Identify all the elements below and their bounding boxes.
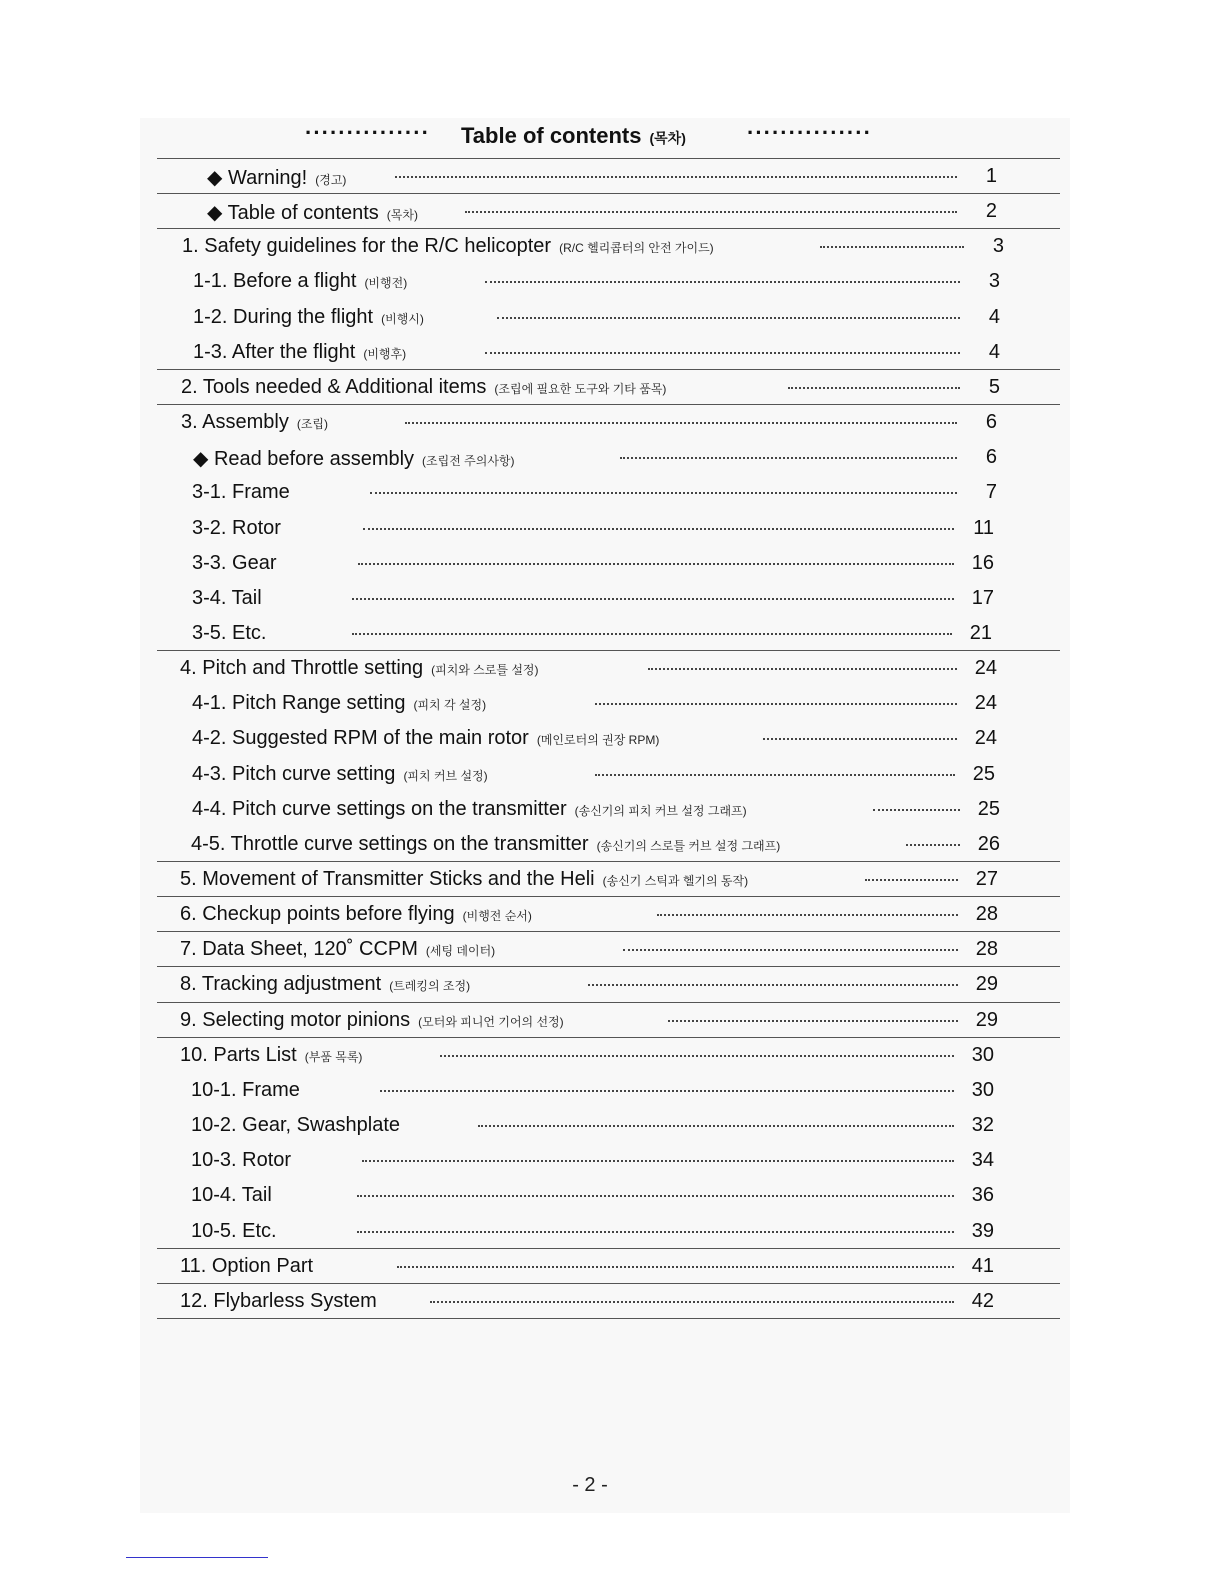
title-korean: (목차) (649, 130, 686, 146)
toc-entry (0, 721, 1225, 756)
toc-entry (0, 862, 1225, 897)
toc-entry-label (193, 341, 406, 364)
toc-entry-label (192, 552, 276, 575)
toc-entry-page: 28 (975, 903, 998, 926)
dot-leader (352, 598, 954, 600)
toc-entry-page: 41 (971, 1254, 994, 1277)
toc-entry-label (180, 1044, 362, 1067)
header-dots-right: ··············· (747, 120, 872, 145)
toc-entry-title: 10-2. Gear, Swashplate (191, 1114, 401, 1137)
toc-entry-korean: (비행후) (363, 346, 407, 361)
dot-leader (357, 1195, 954, 1197)
toc-entry (0, 229, 1225, 264)
toc-entry (0, 511, 1225, 546)
dot-leader (478, 1125, 954, 1127)
toc-entry-page: 17 (971, 586, 994, 609)
dot-leader (352, 633, 952, 635)
toc-entry-label (192, 587, 262, 610)
toc-entry (0, 1108, 1225, 1143)
dot-leader (763, 738, 957, 740)
toc-entry-title: ◆ Warning! (207, 167, 308, 189)
toc-entry-title: 9. Selecting motor pinions (180, 1008, 411, 1031)
toc-entry (0, 897, 1225, 932)
toc-entry (0, 967, 1225, 1002)
toc-entry-page: 34 (971, 1149, 994, 1172)
dot-leader (395, 176, 957, 178)
toc-entry-label (182, 235, 714, 258)
toc-entry-page: 36 (971, 1184, 994, 1207)
toc-entry (0, 370, 1225, 405)
toc-entry-title: 3-1. Frame (192, 481, 290, 504)
dot-leader (440, 1055, 954, 1057)
toc-entry-page: 25 (972, 762, 995, 785)
toc-entry-label (180, 1290, 377, 1313)
toc-entry-title: 4-5. Throttle curve settings on the transmitter (191, 832, 589, 855)
toc-entry-page: 16 (971, 551, 994, 574)
toc-entry-korean: (경고) (315, 173, 347, 187)
toc-entry-page: 3 (988, 270, 1000, 293)
toc-entry-korean: (트레킹의 조정) (389, 979, 471, 994)
toc-entry-page: 27 (975, 868, 998, 890)
toc-entry-title: 3-3. Gear (192, 551, 277, 574)
toc-entry (0, 264, 1225, 299)
toc-entry-page: 5 (988, 375, 1000, 398)
dot-leader (380, 1090, 954, 1092)
toc-entry-title: 7. Data Sheet, 120˚ CCPM (180, 938, 418, 961)
toc-entry-korean: (조립에 필요한 도구와 기타 품목) (494, 381, 667, 396)
toc-entry-label (191, 1220, 277, 1243)
dot-leader (595, 703, 957, 705)
toc-entry-korean: (조립) (296, 417, 329, 432)
toc-entry-page: 21 (969, 621, 992, 644)
toc-entry (0, 440, 1225, 475)
toc-entry-label (191, 1079, 300, 1102)
toc-entry (0, 1284, 1225, 1319)
toc-entry (0, 1214, 1225, 1249)
toc-entry-page: 6 (985, 446, 997, 469)
dot-leader (358, 563, 954, 565)
toc-entry-label (180, 1255, 313, 1278)
toc-entry-title: 4-4. Pitch curve settings on the transmitter (192, 797, 567, 820)
toc-entry-title: 12. Flybarless System (180, 1289, 377, 1312)
toc-entry (0, 335, 1225, 370)
toc-entry-page: 25 (977, 797, 1000, 820)
toc-entry-title: 3-2. Rotor (192, 516, 281, 539)
toc-entry-label (180, 938, 495, 961)
dot-leader (485, 281, 960, 283)
dot-leader (588, 984, 958, 986)
toc-entry-page: 6 (985, 411, 997, 434)
dot-leader (865, 879, 958, 881)
toc-entry-page: 29 (975, 973, 998, 996)
toc-entry-label (193, 446, 515, 471)
toc-entry-korean: (송신기 스틱과 헬기의 동작) (602, 874, 749, 888)
toc-entry-title: 1-2. During the flight (193, 305, 374, 328)
toc-entry-label (191, 833, 780, 856)
dot-leader (465, 211, 957, 213)
dot-leader (648, 668, 957, 670)
toc-entry-korean: (피치 커브 설정) (403, 768, 488, 783)
toc-entry (0, 1143, 1225, 1178)
toc-entry-korean: (피치 각 설정) (413, 698, 487, 713)
dot-leader (620, 457, 957, 459)
toc-entry-title: 4-2. Suggested RPM of the main rotor (192, 727, 529, 750)
toc-entry-label (180, 868, 748, 891)
toc-entry (0, 300, 1225, 335)
toc-entry-label (192, 798, 747, 821)
bottom-underline (126, 1557, 268, 1558)
toc-entry-title: 2. Tools needed & Additional items (181, 375, 487, 398)
toc-entry-label (180, 1009, 564, 1032)
toc-entry-title: 10. Parts List (180, 1043, 297, 1066)
dot-leader (357, 1231, 954, 1233)
toc-entry-korean: (비행전) (364, 276, 408, 291)
dot-leader (485, 352, 960, 354)
dot-leader (788, 387, 960, 389)
toc-entry-title: 11. Option Part (180, 1254, 314, 1277)
page-title (461, 123, 686, 149)
toc-entry-page: 4 (988, 305, 1000, 328)
toc-entry-label (193, 270, 407, 293)
header-divider (157, 158, 1060, 159)
dot-leader (623, 949, 958, 951)
toc-entry-title: 4. Pitch and Throttle setting (180, 657, 424, 680)
toc-entry (0, 194, 1225, 229)
toc-entry-korean: (목차) (386, 208, 418, 223)
toc-entry (0, 475, 1225, 510)
toc-entry (0, 1003, 1225, 1038)
toc-entry-title: 10-5. Etc. (191, 1219, 277, 1242)
toc-entry-title: 8. Tracking adjustment (180, 973, 382, 996)
toc-entry-title: 10-4. Tail (191, 1184, 272, 1207)
toc-entry-page: 30 (971, 1043, 994, 1066)
toc-entry-label (192, 763, 488, 786)
toc-entry-title: 1-1. Before a flight (193, 270, 357, 293)
toc-entry-label (192, 692, 486, 715)
dot-leader (595, 774, 955, 776)
dot-leader (668, 1020, 958, 1022)
toc-entry-page: 24 (974, 692, 997, 715)
toc-entry-page: 1 (985, 165, 997, 187)
dot-leader (430, 1301, 954, 1303)
toc-entry-page: 30 (971, 1078, 994, 1101)
toc-entry-title: 6. Checkup points before flying (180, 903, 455, 926)
toc-entry (0, 1249, 1225, 1284)
toc-entry-page: 11 (973, 516, 994, 539)
toc-header (0, 118, 1225, 158)
toc-entry-label (180, 903, 532, 926)
toc-entry-korean: (비행전 순서) (462, 909, 532, 924)
toc-entry-page: 39 (971, 1219, 994, 1242)
dot-leader (873, 809, 960, 811)
toc-entry (0, 1038, 1225, 1073)
toc-entry (0, 932, 1225, 967)
toc-entry-korean: (비행시) (381, 311, 424, 326)
page-number: - 2 - (572, 1474, 608, 1496)
toc-entry-label (207, 200, 418, 225)
toc-entry-label (180, 657, 539, 680)
dot-leader (362, 1160, 954, 1162)
toc-entry-korean: (부품 목록) (304, 1049, 363, 1064)
toc-entry (0, 792, 1225, 827)
toc-entry-title: 10-1. Frame (191, 1078, 300, 1101)
toc-entry-label (207, 165, 346, 190)
header-dots-left: ··············· (305, 120, 430, 145)
toc-entry-title: 10-3. Rotor (191, 1149, 292, 1172)
toc-entry-page: 2 (985, 200, 997, 223)
toc-entry-label (191, 1114, 400, 1137)
title-text: Table of contents (461, 123, 642, 148)
toc-entry-title: 3. Assembly (181, 411, 289, 434)
toc-entry-korean: (조립전 주의사항) (422, 454, 515, 469)
toc-entry-title: ◆ Table of contents (207, 202, 379, 225)
toc-entry-korean: (모터와 피니언 기어의 선정) (418, 1014, 564, 1029)
toc-entry (0, 827, 1225, 862)
dot-leader (820, 246, 964, 248)
toc-entry-korean: (메인로터의 권장 RPM) (536, 733, 660, 748)
toc-entry-label (181, 411, 328, 434)
toc-entry-label (192, 517, 281, 540)
toc-entry-page: 7 (985, 481, 997, 504)
toc-entry (0, 405, 1225, 440)
toc-entry-page: 29 (975, 1008, 998, 1031)
toc-entry-title: ◆ Read before assembly (193, 448, 415, 471)
toc-entry (0, 651, 1225, 686)
toc-entry (0, 616, 1225, 651)
toc-entry (0, 581, 1225, 616)
dot-leader (370, 492, 957, 494)
toc-entry-label (181, 376, 666, 399)
toc-entry-label (191, 1184, 272, 1207)
toc-entry-korean: (피치와 스로틀 설정) (431, 663, 539, 678)
toc-entry-label (191, 1149, 291, 1172)
toc-entry-page: 4 (988, 340, 1000, 363)
toc-entry-title: 5. Movement of Transmitter Sticks and the Heli (180, 868, 595, 890)
dot-leader (397, 1266, 954, 1268)
toc-entry (0, 757, 1225, 792)
toc-entry (0, 159, 1225, 194)
toc-entry (0, 1178, 1225, 1213)
toc-entry-title: 4-3. Pitch curve setting (192, 762, 396, 785)
toc-entry-page: 26 (977, 832, 1000, 855)
dot-leader (363, 528, 954, 530)
toc-entry-label (192, 481, 290, 504)
dot-leader (657, 914, 958, 916)
toc-entry (0, 686, 1225, 721)
toc-entry-page: 32 (971, 1114, 994, 1137)
toc-entry-korean: (송신기의 스로틀 커브 설정 그래프) (596, 838, 781, 853)
dot-leader (906, 844, 960, 846)
toc-entry-page: 24 (974, 657, 997, 680)
toc-entry-page: 42 (971, 1289, 994, 1312)
toc-entry-page: 3 (992, 235, 1004, 258)
toc-entry-title: 1-3. After the flight (193, 340, 356, 363)
toc-entry-korean: (송신기의 피치 커브 설정 그래프) (574, 803, 747, 818)
toc-entry-title: 3-4. Tail (192, 586, 262, 609)
toc-entry (0, 546, 1225, 581)
dot-leader (497, 317, 960, 319)
toc-entry-label (180, 973, 470, 996)
toc-entry (0, 1073, 1225, 1108)
toc-entry-title: 4-1. Pitch Range setting (192, 692, 406, 715)
toc-entry-korean: (세팅 데이터) (425, 944, 496, 959)
toc-entry-label (192, 622, 266, 645)
toc-entry-label (193, 306, 424, 329)
toc-entry-label (192, 727, 659, 750)
toc-entry-title: 1. Safety guidelines for the R/C helicopter (182, 235, 552, 258)
toc-entry-title: 3-5. Etc. (192, 621, 267, 644)
section-divider (157, 1318, 1060, 1319)
toc-entry-korean: (R/C 헬리콥터의 안전 가이드) (559, 241, 714, 256)
dot-leader (405, 422, 957, 424)
toc-entry-page: 24 (974, 727, 997, 750)
toc-entry-page: 28 (975, 938, 998, 961)
